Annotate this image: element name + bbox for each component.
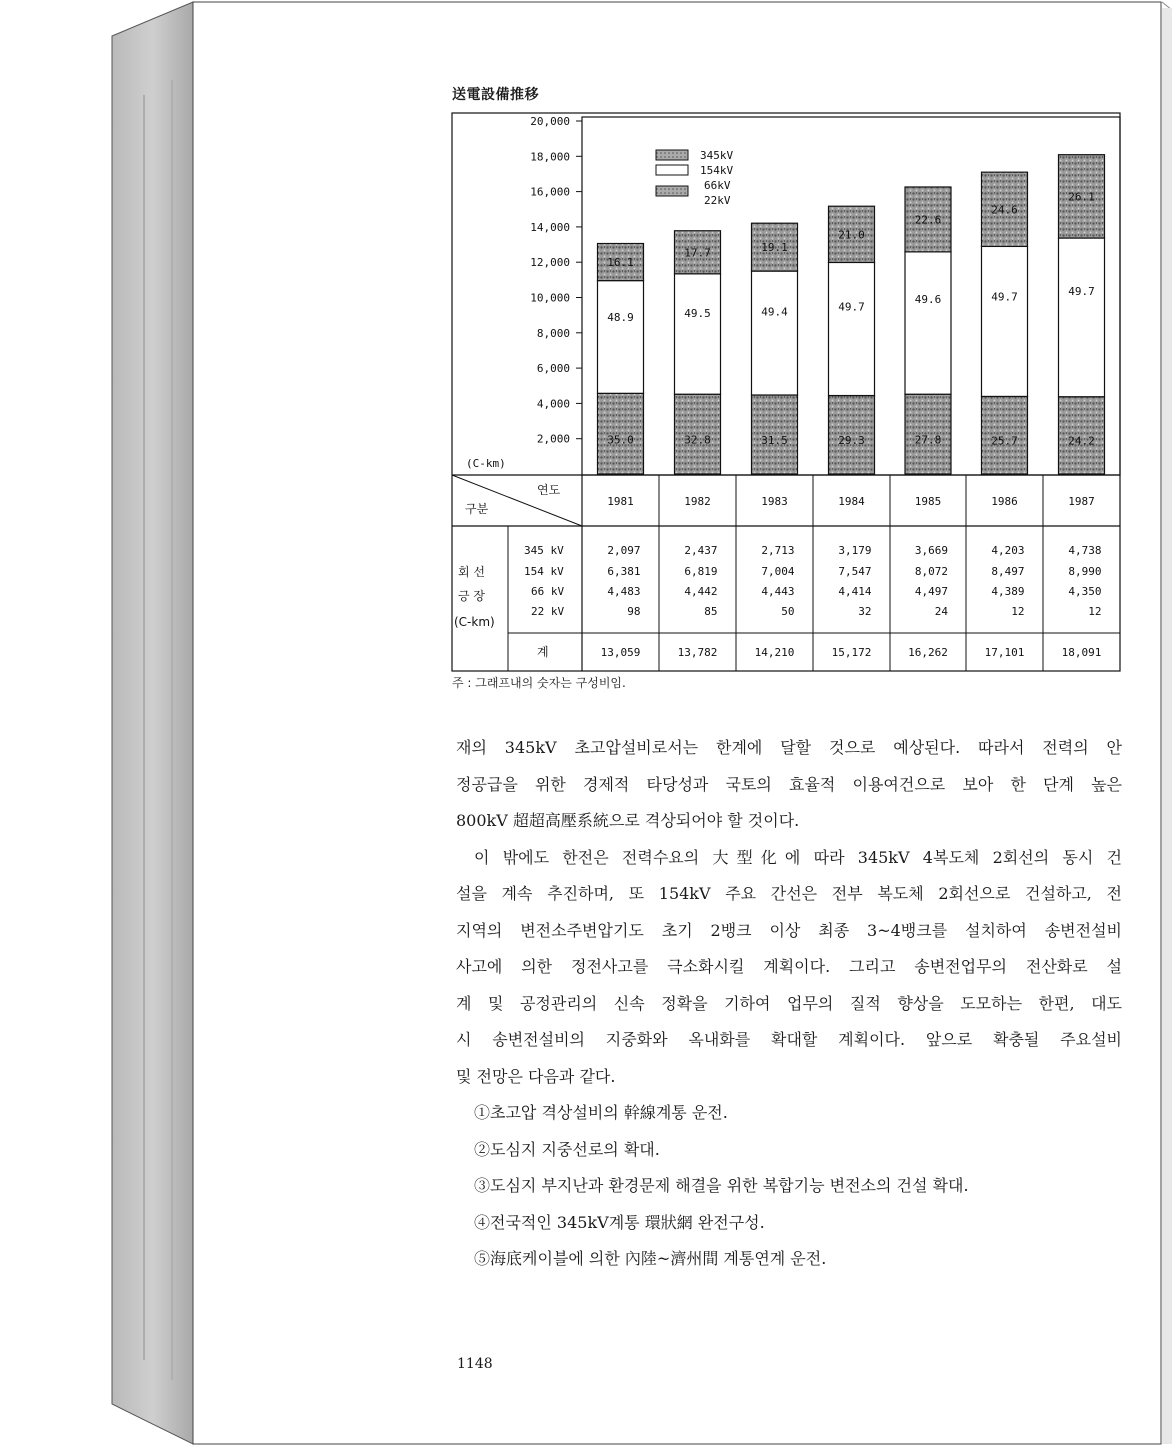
bar-segment-154kv-1985 xyxy=(905,252,951,394)
table-cell: 32 xyxy=(858,605,872,618)
body-text xyxy=(456,730,1122,1278)
body-line: 시 송변전설비의 지중화와 옥내화를 확대할 계획이다. 앞으로 확충될 주요설비 xyxy=(456,1030,1122,1049)
table-cell: 4,497 xyxy=(914,585,948,598)
bar-segment-154kv-1987 xyxy=(1059,238,1105,397)
table-cell: 50 xyxy=(781,605,795,618)
total-label: 계 xyxy=(537,645,549,659)
y-tick-label: 8,000 xyxy=(536,326,570,340)
figure xyxy=(0,0,1175,700)
y-tick-label: 12,000 xyxy=(530,256,570,270)
bar-label-154kv-1984: 49.7 xyxy=(838,300,865,314)
bar-label-66kv-1982: 32.8 xyxy=(684,433,711,447)
body-line: 800kV 超超高壓系統으로 격상되어야 할 것이다. xyxy=(456,811,800,830)
table-cell: 4,738 xyxy=(1068,544,1102,557)
y-tick-label: 4,000 xyxy=(536,397,570,411)
table-header-year: 연도 xyxy=(537,483,561,497)
table-year-1983: 1983 xyxy=(761,495,788,508)
bar-segment-154kv-1981 xyxy=(598,281,644,394)
bar-label-66kv-1981: 35.0 xyxy=(607,433,634,447)
bar-label-345kv-1981: 16.1 xyxy=(607,256,634,270)
bar-label-345kv-1983: 19.1 xyxy=(761,241,788,255)
table-cell: 12 xyxy=(1011,605,1025,618)
bar-label-66kv-1986: 25.7 xyxy=(991,434,1018,448)
table-year-1986: 1986 xyxy=(991,495,1018,508)
table-year-1981: 1981 xyxy=(607,495,634,508)
bar-label-345kv-1984: 21.0 xyxy=(838,228,865,242)
bar-label-66kv-1985: 27.8 xyxy=(914,433,942,447)
voltage-label-66: 66 kV xyxy=(531,585,565,598)
table-cell: 4,443 xyxy=(761,585,795,598)
y-tick-label: 20,000 xyxy=(530,115,570,128)
table-cell: 2,097 xyxy=(607,544,641,557)
legend xyxy=(656,149,733,207)
table-cell: 4,442 xyxy=(684,585,718,598)
list-item: ④전국적인 345kV계통 環狀網 완전구성. xyxy=(474,1212,765,1232)
table-year-1987: 1987 xyxy=(1068,495,1095,508)
table-cell: 85 xyxy=(704,605,718,618)
bar-label-154kv-1983: 49.4 xyxy=(761,305,788,319)
legend-swatch-154 xyxy=(656,165,688,175)
body-line: 설을 계속 추진하며, 또 154kV 주요 간선은 전부 복도체 2회선으로 건설하고, 전 xyxy=(456,884,1122,903)
table-total-cell: 13,782 xyxy=(677,646,718,659)
list-item: ⑤海底케이블에 의한 內陸~濟州間 계통연계 운전. xyxy=(474,1249,827,1268)
page-number: 1148 xyxy=(457,1356,493,1372)
body-line: 지역의 변전소주변압기도 초기 2뱅크 이상 최종 3~4뱅크를 설치하여 송변전설비 xyxy=(456,920,1122,940)
bar-label-154kv-1986: 49.7 xyxy=(991,290,1018,304)
body-line: 재의 345kV 초고압설비로서는 한계에 달할 것으로 예상된다. 따라서 전력의 안 xyxy=(456,738,1122,757)
bar-label-66kv-1983: 31.5 xyxy=(761,433,788,447)
table-cell: 7,547 xyxy=(838,565,872,578)
row-group-label-1: 회 선 xyxy=(458,565,485,579)
list-item: ②도심지 지중선로의 확대. xyxy=(474,1139,660,1159)
chart-note: 주 : 그래프내의 숫자는 구성비임. xyxy=(452,676,626,690)
chart-title: 送電設備推移 xyxy=(452,87,539,103)
y-axis xyxy=(530,115,582,446)
table-cell: 8,990 xyxy=(1068,565,1102,578)
table-total-cell: 14,210 xyxy=(754,646,795,659)
bar-segment-154kv-1983 xyxy=(752,271,798,395)
table-cell: 8,497 xyxy=(991,565,1025,578)
legend-label-345: 345kV xyxy=(700,149,734,162)
table-cell: 98 xyxy=(627,605,641,618)
body-line: 이 밖에도 한전은 전력수요의 大型化에 따라 345kV 4복도체 2회선의 동시 건 xyxy=(474,847,1122,867)
table-total-cell: 13,059 xyxy=(600,646,641,659)
table-cell: 8,072 xyxy=(914,565,948,578)
body-line: 사고에 의한 정전사고를 극소화시킬 계획이다. 그리고 송변전업무의 전산화로 설 xyxy=(456,957,1122,976)
bar-segment-154kv-1986 xyxy=(982,246,1028,396)
bar-label-345kv-1987: 26.1 xyxy=(1068,190,1095,204)
legend-swatch-66-22 xyxy=(656,186,688,196)
table-cell: 3,179 xyxy=(838,544,872,557)
bar-label-345kv-1985: 22.6 xyxy=(914,213,942,227)
bar-segment-154kv-1982 xyxy=(675,274,721,394)
table-year-1982: 1982 xyxy=(684,495,711,508)
body-line: 및 전망은 다음과 같다. xyxy=(456,1066,616,1086)
table-total-cell: 18,091 xyxy=(1061,646,1102,659)
voltage-label-154: 154 kV xyxy=(524,565,564,578)
table-cell: 4,203 xyxy=(991,544,1025,557)
table-year-1984: 1984 xyxy=(838,495,865,508)
bar-label-345kv-1986: 24.6 xyxy=(991,203,1018,217)
table-cell: 3,669 xyxy=(914,544,948,557)
y-tick-label: 14,000 xyxy=(530,220,570,234)
y-tick-label: 6,000 xyxy=(536,362,570,376)
table-cell: 2,713 xyxy=(761,544,795,557)
table-year-1985: 1985 xyxy=(914,495,942,508)
y-tick-label: 10,000 xyxy=(530,291,570,305)
y-tick-label: 16,000 xyxy=(530,185,570,199)
legend-swatch-345 xyxy=(656,150,688,160)
table-cell: 6,819 xyxy=(684,565,718,578)
body-line: 계 및 공정관리의 신속 정확을 기하여 업무의 질적 향상을 도모하는 한편, 대도 xyxy=(456,993,1122,1013)
table-cell: 7,004 xyxy=(761,565,795,578)
legend-label-66: 66kV xyxy=(704,179,731,192)
y-unit-label: (C-km) xyxy=(466,457,506,470)
row-group-label-3: (C-km) xyxy=(454,615,495,629)
table-total-cell: 17,101 xyxy=(984,646,1025,659)
table-total-cell: 16,262 xyxy=(908,646,948,659)
bar-label-154kv-1985: 49.6 xyxy=(914,293,942,307)
table-cell: 4,483 xyxy=(607,585,641,598)
voltage-label-345: 345 kV xyxy=(524,544,564,557)
list-item: ③도심지 부지난과 환경문제 해결을 위한 복합기능 변전소의 건설 확대. xyxy=(474,1176,969,1195)
table-cell: 4,389 xyxy=(991,585,1025,598)
bar-label-154kv-1981: 48.9 xyxy=(607,311,634,325)
list-item: ①초고압 격상설비의 幹線계통 운전. xyxy=(474,1103,728,1122)
table-cell: 12 xyxy=(1088,605,1102,618)
voltage-label-22: 22 kV xyxy=(531,605,565,618)
table-header-category: 구분 xyxy=(465,502,489,516)
bar-label-66kv-1987: 24.2 xyxy=(1068,434,1095,448)
bar-segment-154kv-1984 xyxy=(829,262,875,395)
bar-label-66kv-1984: 29.3 xyxy=(838,434,865,448)
legend-label-154: 154kV xyxy=(700,164,734,177)
bar-label-154kv-1987: 49.7 xyxy=(1068,285,1095,299)
legend-label-22: 22kV xyxy=(704,194,731,207)
row-group-label-2: 긍 장 xyxy=(458,589,485,603)
bar-label-345kv-1982: 17.7 xyxy=(684,246,711,260)
table-cell: 2,437 xyxy=(684,544,718,557)
body-line: 정공급을 위한 경제적 타당성과 국토의 효율적 이용여건으로 보아 한 단계 높은 xyxy=(456,774,1122,794)
y-tick-label: 2,000 xyxy=(536,432,570,446)
table-cell: 4,350 xyxy=(1068,585,1102,598)
bars xyxy=(598,155,1105,474)
bar-label-154kv-1982: 49.5 xyxy=(684,307,711,321)
table-cell: 24 xyxy=(934,605,948,618)
y-tick-label: 18,000 xyxy=(530,150,570,164)
table-cell: 6,381 xyxy=(607,565,641,578)
table-total-cell: 15,172 xyxy=(831,646,872,659)
table-cell: 4,414 xyxy=(838,585,872,598)
